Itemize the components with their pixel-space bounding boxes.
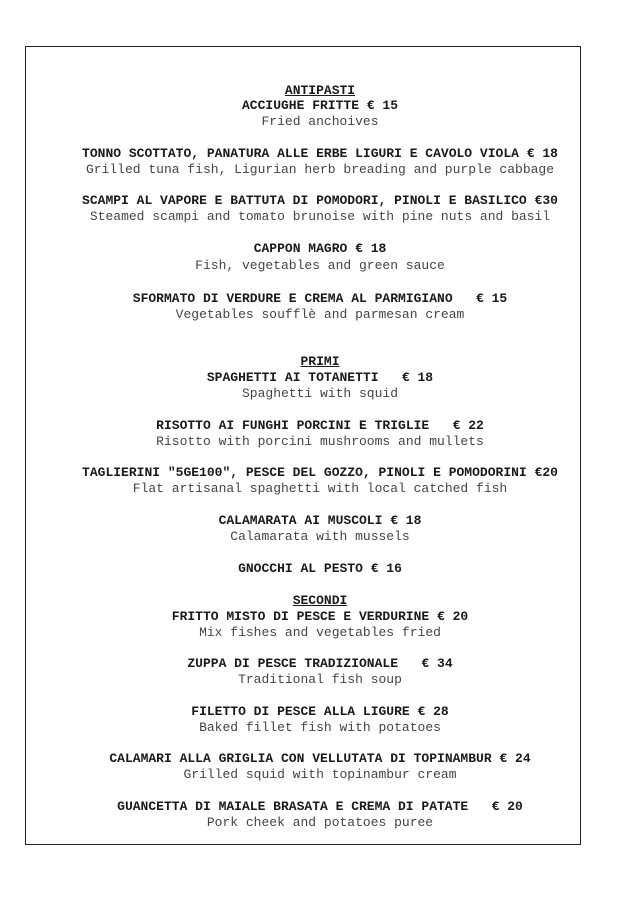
dish-description: Steamed scampi and tomato brunoise with pine nuts and basil	[89, 209, 551, 224]
dish-description: Baked fillet fish with potatoes	[199, 720, 441, 735]
dish-name: GNOCCHI AL PESTO € 16	[238, 561, 402, 576]
dish-description: Flat artisanal spaghetti with local catched fish	[132, 481, 508, 496]
dish-name: GUANCETTA DI MAIALE BRASATA E CREMA DI PATATE € 20	[117, 799, 523, 814]
dish-name: FRITTO MISTO DI PESCE E VERDURINE € 20	[171, 609, 469, 624]
dish-name: RISOTTO AI FUNGHI PORCINI E TRIGLIE € 22	[156, 418, 484, 433]
dish-name: TAGLIERINI "5GE100", PESCE DEL GOZZO, PINOLI E POMODORINI €20	[82, 465, 558, 480]
section-title-antipasti: ANTIPASTI	[284, 83, 356, 98]
dish-name: CALAMARATA AI MUSCOLI € 18	[218, 513, 422, 528]
dish-description: Spaghetti with squid	[241, 386, 399, 401]
dish-description: Fried anchoives	[261, 114, 379, 129]
dish-description: Risotto with porcini mushrooms and mullets	[156, 434, 484, 449]
dish-description: Vegetables soufflè and parmesan cream	[175, 307, 465, 322]
dish-description: Pork cheek and potatoes puree	[206, 815, 434, 830]
dish-description: Grilled tuna fish, Ligurian herb breading and purple cabbage	[85, 162, 555, 177]
dish-description: Fish, vegetables and green sauce	[195, 258, 445, 273]
dish-description: Calamarata with mussels	[230, 529, 410, 544]
dish-description: Grilled squid with topinambur cream	[183, 767, 457, 782]
section-title-secondi: SECONDI	[292, 593, 348, 608]
dish-name: FILETTO DI PESCE ALLA LIGURE € 28	[191, 704, 449, 719]
dish-description: Mix fishes and vegetables fried	[199, 625, 441, 640]
dish-name: SPAGHETTI AI TOTANETTI € 18	[206, 370, 434, 385]
dish-name: SFORMATO DI VERDURE E CREMA AL PARMIGIANO € 15	[132, 291, 508, 306]
dish-name: TONNO SCOTTATO, PANATURA ALLE ERBE LIGURI E CAVOLO VIOLA € 18	[82, 146, 558, 161]
dish-name: CALAMARI ALLA GRIGLIA CON VELLUTATA DI TOPINAMBUR € 24	[109, 751, 531, 766]
dish-name: SCAMPI AL VAPORE E BATTUTA DI POMODORI, PINOLI E BASILICO €30	[82, 193, 558, 208]
dish-description: Traditional fish soup	[238, 672, 402, 687]
dish-name: CAPPON MAGRO € 18	[253, 241, 387, 256]
dish-name: ZUPPA DI PESCE TRADIZIONALE € 34	[187, 656, 453, 671]
dish-name: ACCIUGHE FRITTE € 15	[241, 98, 399, 113]
section-title-primi: PRIMI	[300, 354, 340, 369]
